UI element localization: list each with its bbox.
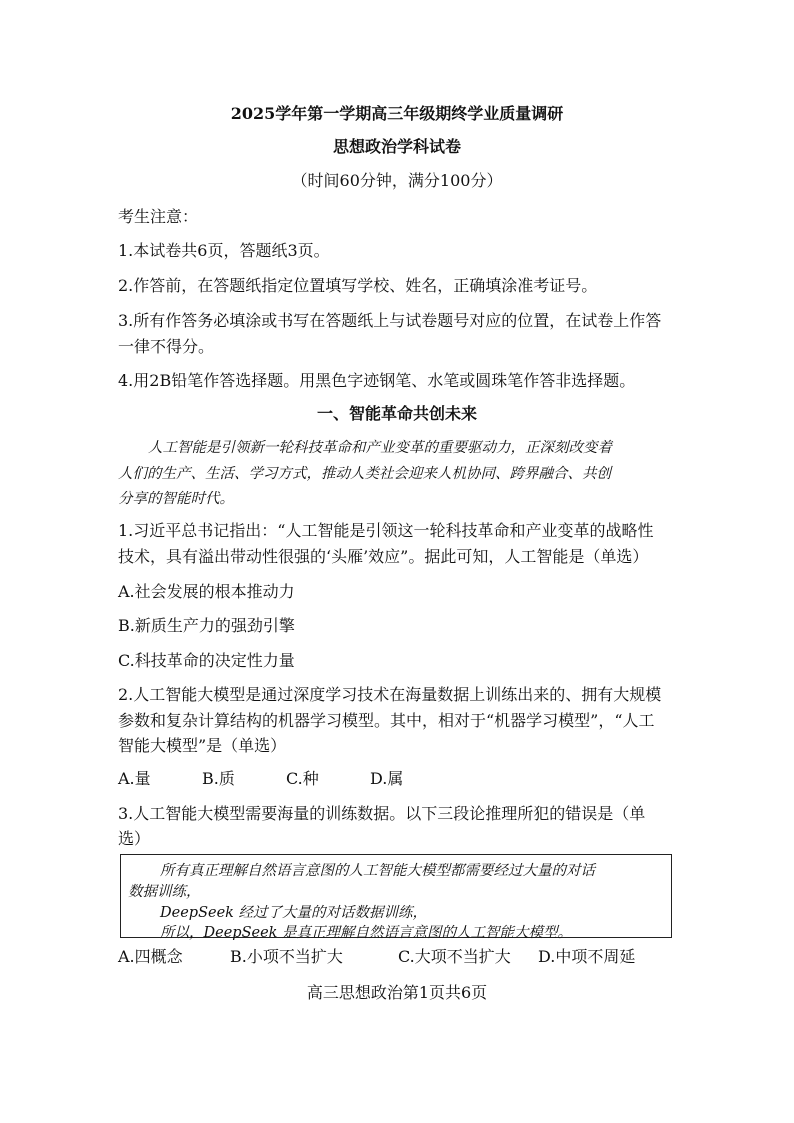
section-title: 一、智能革命共创未来 [316, 404, 477, 423]
q3-option-c: C.大项不当扩大 [398, 947, 511, 966]
q1-stem-line-2: 技术，具有溢出带动性很强的‘头雁’效应”。据此可知，人工智能是（单选） [118, 547, 649, 566]
q3-quote-line-1: 所有真正理解自然语言意图的人工智能大模型都需要经过大量的对话 [160, 863, 595, 879]
q1-option-c: C.科技革命的决定性力量 [118, 651, 295, 670]
q2-option-a: A.量 [118, 769, 151, 788]
q1-option-b: B.新质生产力的强劲引擎 [118, 616, 295, 635]
q3-option-b: B.小项不当扩大 [230, 947, 343, 966]
q2-stem-line-2: 参数和复杂计算结构的机器学习模型。其中，相对于“机器学习模型”，“人工 [118, 711, 655, 730]
notice-item-1: 1.本试卷共6页，答题纸3页。 [118, 241, 330, 260]
q3-quote-line-3: DeepSeek 经过了大量的对话数据训练， [160, 905, 428, 921]
exam-time-note: （时间60分钟，满分100分） [291, 171, 503, 190]
q3-stem-line-1: 3.人工智能大模型需要海量的训练数据。以下三段论推理所犯的错误是（单 [118, 804, 646, 823]
section-intro-line-2: 人们的生产、生活、学习方式，推动人类社会迎来人机协同、跨界融合、共创 [118, 466, 611, 482]
q2-stem-line-1: 2.人工智能大模型是通过深度学习技术在海量数据上训练出来的、拥有大规模 [118, 685, 662, 704]
notice-item-4: 4.用2B铅笔作答选择题。用黑色字迹钢笔、水笔或圆珠笔作答非选择题。 [118, 371, 636, 390]
q1-stem-line-1: 1.习近平总书记指出：“人工智能是引领这一轮科技革命和产业变革的战略性 [118, 521, 654, 540]
q3-quote-line-2: 数据训练， [128, 884, 201, 900]
q2-option-d: D.属 [370, 769, 404, 788]
section-intro-line-1: 人工智能是引领新一轮科技革命和产业变革的重要驱动力，正深刻改变着 [148, 440, 612, 456]
q3-stem-line-2: 选） [118, 829, 151, 848]
page-footer: 高三思想政治第1页共6页 [306, 983, 488, 1002]
notice-item-2: 2.作答前，在答题纸指定位置填写学校、姓名，正确填涂准考证号。 [118, 276, 598, 295]
q3-option-a: A.四概念 [118, 947, 183, 966]
notice-item-3: 3.所有作答务必填涂或书写在答题纸上与试卷题号对应的位置，在试卷上作答 [118, 311, 662, 330]
q3-option-d: D.中项不周延 [538, 947, 636, 966]
exam-title: 2025学年第一学期高三年级期终学业质量调研 [230, 104, 564, 123]
section-intro-line-3: 分享的智能时代。 [118, 491, 234, 507]
notice-item-3-cont: 一律不得分。 [118, 337, 215, 356]
q3-quote-line-4: 所以，DeepSeek 是真正理解自然语言意图的人工智能大模型。 [160, 925, 573, 941]
exam-subject: 思想政治学科试卷 [332, 137, 461, 156]
q1-option-a: A.社会发展的根本推动力 [118, 582, 295, 601]
notice-heading: 考生注意： [118, 207, 199, 226]
q2-stem-line-3: 智能大模型”是（单选） [118, 736, 287, 755]
q2-option-c: C.种 [286, 769, 319, 788]
q2-option-b: B.质 [202, 769, 235, 788]
